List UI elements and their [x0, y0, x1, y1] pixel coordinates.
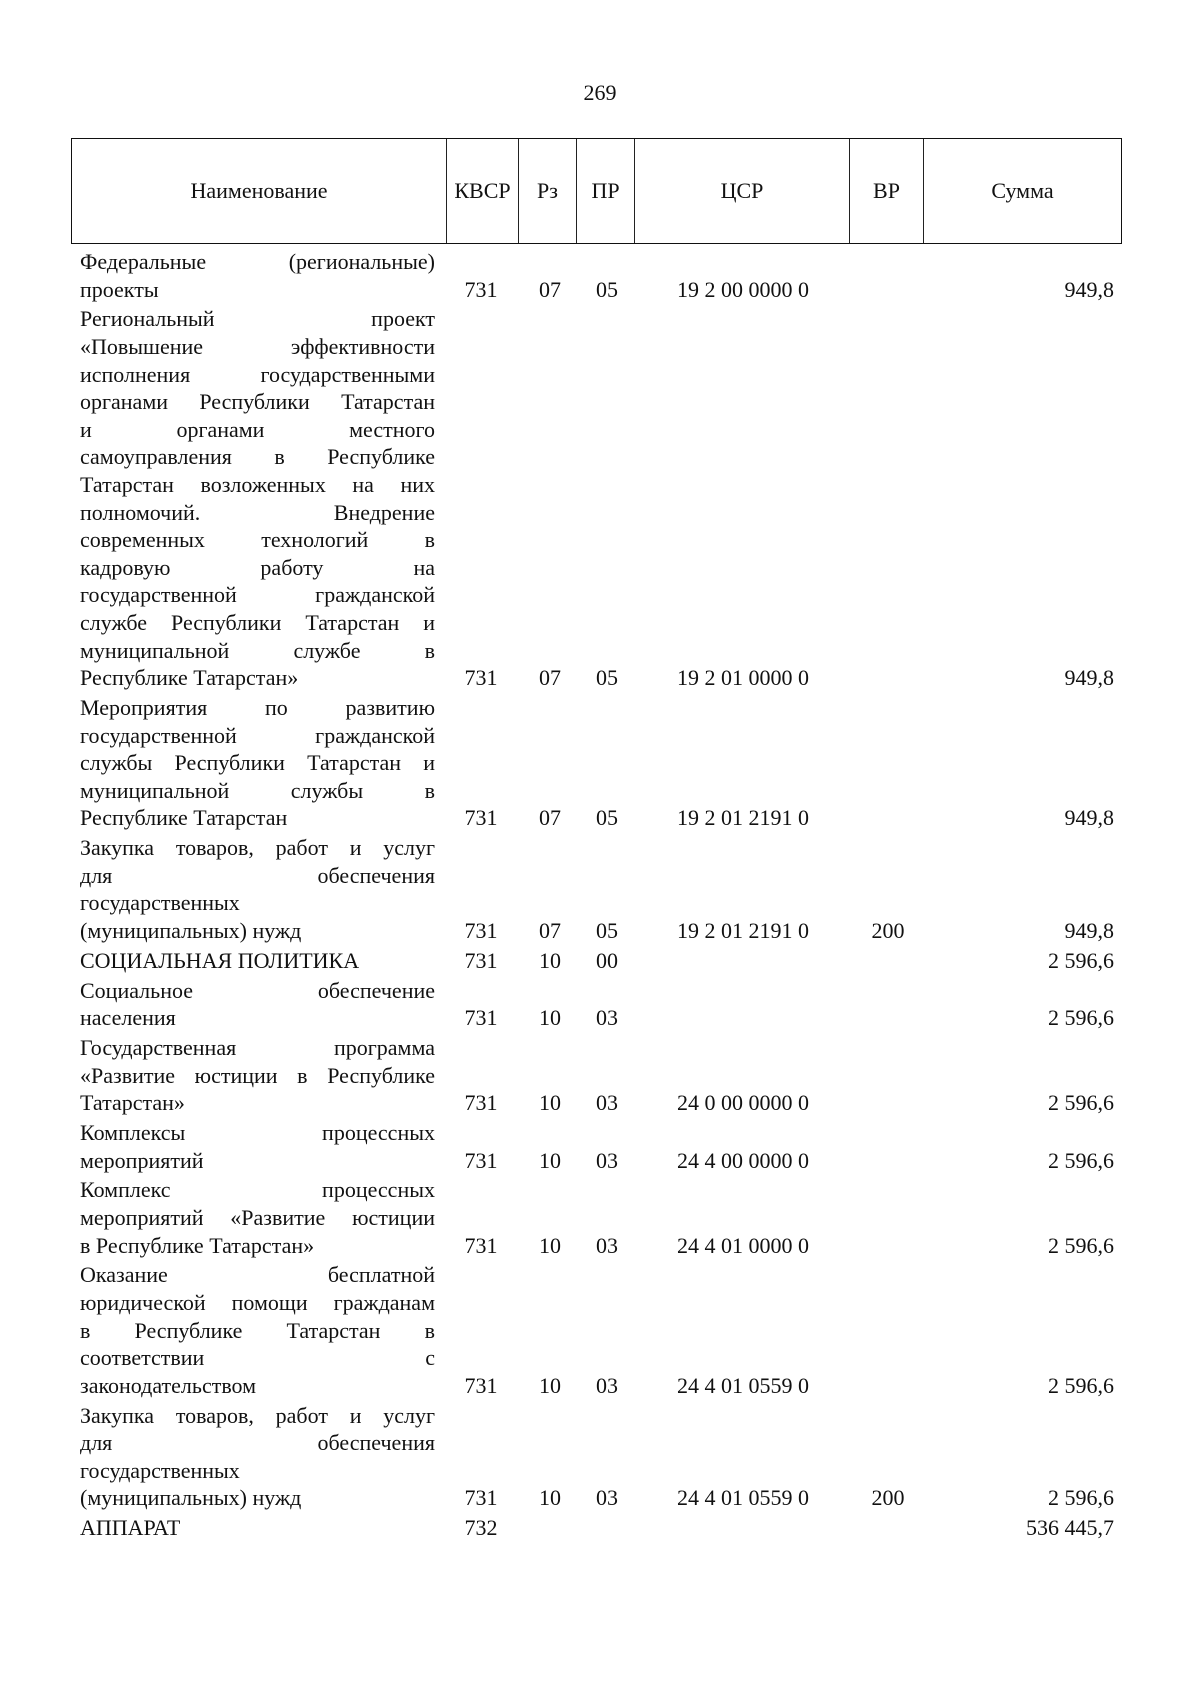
- row-pr: 03: [596, 1232, 618, 1258]
- row-name-line: Татарстан возложенных на них: [80, 471, 435, 497]
- row-sum: 536 445,7: [1026, 1515, 1114, 1541]
- row-csr: 24 4 00 0000 0: [677, 1147, 809, 1173]
- row-name: [80, 834, 435, 944]
- row-name-line: государственной гражданской: [80, 582, 435, 608]
- row-name: [80, 977, 435, 1032]
- row-vr: 200: [871, 1485, 905, 1511]
- table-row: [0, 1176, 1200, 1261]
- header-kvsr: КВСР: [447, 139, 519, 243]
- row-rz: 10: [539, 1485, 561, 1511]
- row-name-line: (муниципальных) нужд: [80, 917, 302, 943]
- row-name-line: кадровую работу на: [80, 554, 435, 580]
- row-name-line: Республике Татарстан»: [80, 665, 299, 691]
- row-name-line: современных технологий в: [80, 527, 435, 553]
- row-name-line: в Республике Татарстан в: [80, 1317, 435, 1343]
- row-kvsr: 731: [464, 1147, 498, 1173]
- row-pr: 05: [596, 917, 618, 943]
- row-sum: 2 596,6: [1048, 1485, 1114, 1511]
- row-csr: 19 2 01 2191 0: [677, 805, 809, 831]
- table-row: [0, 834, 1200, 947]
- row-name-line: Государственная программа: [80, 1034, 435, 1060]
- table-header: [71, 138, 1122, 244]
- row-name: [80, 305, 435, 691]
- row-name-line: СОЦИАЛЬНАЯ ПОЛИТИКА: [80, 947, 360, 973]
- row-csr: 19 2 00 0000 0: [677, 276, 809, 302]
- row-name-line: Татарстан»: [80, 1090, 185, 1116]
- row-csr: 24 4 01 0559 0: [677, 1485, 809, 1511]
- row-name-line: АППАРАТ: [80, 1515, 181, 1541]
- row-rz: 10: [539, 1372, 561, 1398]
- row-name-line: «Повышение эффективности: [80, 333, 435, 359]
- row-name-line: Мероприятия по развитию: [80, 694, 435, 720]
- row-rz: 10: [539, 1147, 561, 1173]
- row-csr: 24 0 00 0000 0: [677, 1090, 809, 1116]
- row-name-line: для обеспечения: [80, 1430, 435, 1456]
- row-vr: 200: [871, 917, 905, 943]
- row-name-line: «Развитие юстиции в Республике: [80, 1062, 435, 1088]
- row-csr: 19 2 01 0000 0: [677, 665, 809, 691]
- row-kvsr: 731: [464, 1005, 498, 1031]
- row-rz: 07: [539, 805, 561, 831]
- table-row: [0, 305, 1200, 694]
- row-pr: 03: [596, 1372, 618, 1398]
- row-name: [80, 1514, 435, 1542]
- row-name: [80, 1402, 435, 1512]
- row-name-line: Региональный проект: [80, 306, 435, 332]
- row-kvsr: 731: [464, 805, 498, 831]
- row-name-line: законодательством: [80, 1372, 257, 1398]
- row-kvsr: 731: [464, 1485, 498, 1511]
- row-sum: 2 596,6: [1048, 1147, 1114, 1173]
- row-pr: 05: [596, 276, 618, 302]
- table-row: [0, 1261, 1200, 1401]
- row-kvsr: 731: [464, 1232, 498, 1258]
- row-rz: 10: [539, 1232, 561, 1258]
- table-row: [0, 1034, 1200, 1119]
- row-pr: 03: [596, 1090, 618, 1116]
- row-name: [80, 248, 435, 303]
- row-pr: 00: [596, 947, 618, 973]
- row-name-line: для обеспечения: [80, 862, 435, 888]
- row-name-line: юридической помощи гражданам: [80, 1289, 435, 1315]
- row-name-line: Комплексы процессных: [80, 1119, 435, 1145]
- row-rz: 10: [539, 1090, 561, 1116]
- row-csr: 24 4 01 0559 0: [677, 1372, 809, 1398]
- row-name: [80, 1034, 435, 1117]
- row-pr: 05: [596, 805, 618, 831]
- header-sum: Сумма: [991, 178, 1054, 203]
- row-name-line: в Республике Татарстан»: [80, 1232, 315, 1258]
- row-name: [80, 694, 435, 832]
- row-csr: 24 4 01 0000 0: [677, 1232, 809, 1258]
- row-rz: 07: [539, 917, 561, 943]
- row-sum: 2 596,6: [1048, 947, 1114, 973]
- row-name-line: Закупка товаров, работ и услуг: [80, 835, 435, 861]
- row-name-line: государственной гражданской: [80, 722, 435, 748]
- row-name-line: исполнения государственными: [80, 361, 435, 387]
- table-row: [0, 248, 1200, 305]
- row-name-line: мероприятий «Развитие юстиции: [80, 1204, 435, 1230]
- row-name-line: органами Республики Татарстан: [80, 389, 435, 415]
- row-name: [80, 1176, 435, 1259]
- row-name: [80, 947, 435, 975]
- row-name: [80, 1261, 435, 1399]
- row-kvsr: 731: [464, 917, 498, 943]
- row-pr: 03: [596, 1005, 618, 1031]
- row-pr: 03: [596, 1147, 618, 1173]
- row-name-line: и органами местного: [80, 416, 435, 442]
- row-sum: 949,8: [1064, 805, 1114, 831]
- row-name-line: Федеральные (региональные): [80, 249, 435, 274]
- row-name-line: службы Республики Татарстан и: [80, 750, 435, 776]
- row-kvsr: 731: [464, 1090, 498, 1116]
- row-name-line: Республике Татарстан: [80, 805, 288, 831]
- table-row: [0, 947, 1200, 977]
- row-name-line: муниципальной службы в: [80, 777, 435, 803]
- header-rz: Рз: [519, 139, 577, 243]
- table-row: [0, 1119, 1200, 1176]
- row-name: [80, 1119, 435, 1174]
- row-name-line: соответствии с: [80, 1345, 435, 1371]
- page-number: 269: [583, 80, 617, 105]
- row-name-line: Оказание бесплатной: [80, 1262, 435, 1288]
- row-sum: 949,8: [1064, 276, 1114, 302]
- row-kvsr: 731: [464, 665, 498, 691]
- row-sum: 949,8: [1064, 917, 1114, 943]
- row-sum: 2 596,6: [1048, 1232, 1114, 1258]
- row-kvsr: 731: [464, 1372, 498, 1398]
- row-sum: 2 596,6: [1048, 1090, 1114, 1116]
- row-sum: 2 596,6: [1048, 1005, 1114, 1031]
- row-rz: 07: [539, 665, 561, 691]
- row-name-line: государственных: [80, 890, 240, 916]
- table-row: [0, 1402, 1200, 1515]
- row-name-line: Комплекс процессных: [80, 1177, 435, 1203]
- row-name-line: государственных: [80, 1457, 240, 1483]
- row-rz: 07: [539, 276, 561, 302]
- row-name-line: Социальное обеспечение: [80, 977, 435, 1003]
- row-name-line: населения: [80, 1005, 176, 1031]
- row-name-line: Закупка товаров, работ и услуг: [80, 1402, 435, 1428]
- row-csr: 19 2 01 2191 0: [677, 917, 809, 943]
- row-pr: 05: [596, 665, 618, 691]
- header-pr: ПР: [577, 139, 635, 243]
- row-sum: 949,8: [1064, 665, 1114, 691]
- row-pr: 03: [596, 1485, 618, 1511]
- header-name: Наименование: [72, 139, 447, 243]
- row-name-line: полномочий. Внедрение: [80, 499, 435, 525]
- table-row: [0, 1514, 1200, 1544]
- row-name-line: муниципальной службе в: [80, 637, 435, 663]
- row-kvsr: 732: [464, 1515, 498, 1541]
- row-name-line: службе Республики Татарстан и: [80, 609, 435, 635]
- row-kvsr: 731: [464, 276, 498, 302]
- header-csr: ЦСР: [635, 139, 850, 243]
- row-name-line: самоуправления в Республике: [80, 444, 435, 470]
- row-name-line: (муниципальных) нужд: [80, 1485, 302, 1511]
- row-sum: 2 596,6: [1048, 1372, 1114, 1398]
- table-row: [0, 694, 1200, 834]
- header-vr: ВР: [850, 139, 924, 243]
- table-row: [0, 977, 1200, 1034]
- row-rz: 10: [539, 947, 561, 973]
- row-rz: 10: [539, 1005, 561, 1031]
- table-body: [0, 248, 1200, 1544]
- row-name-line: проекты: [80, 276, 159, 302]
- row-kvsr: 731: [464, 947, 498, 973]
- row-name-line: мероприятий: [80, 1147, 204, 1173]
